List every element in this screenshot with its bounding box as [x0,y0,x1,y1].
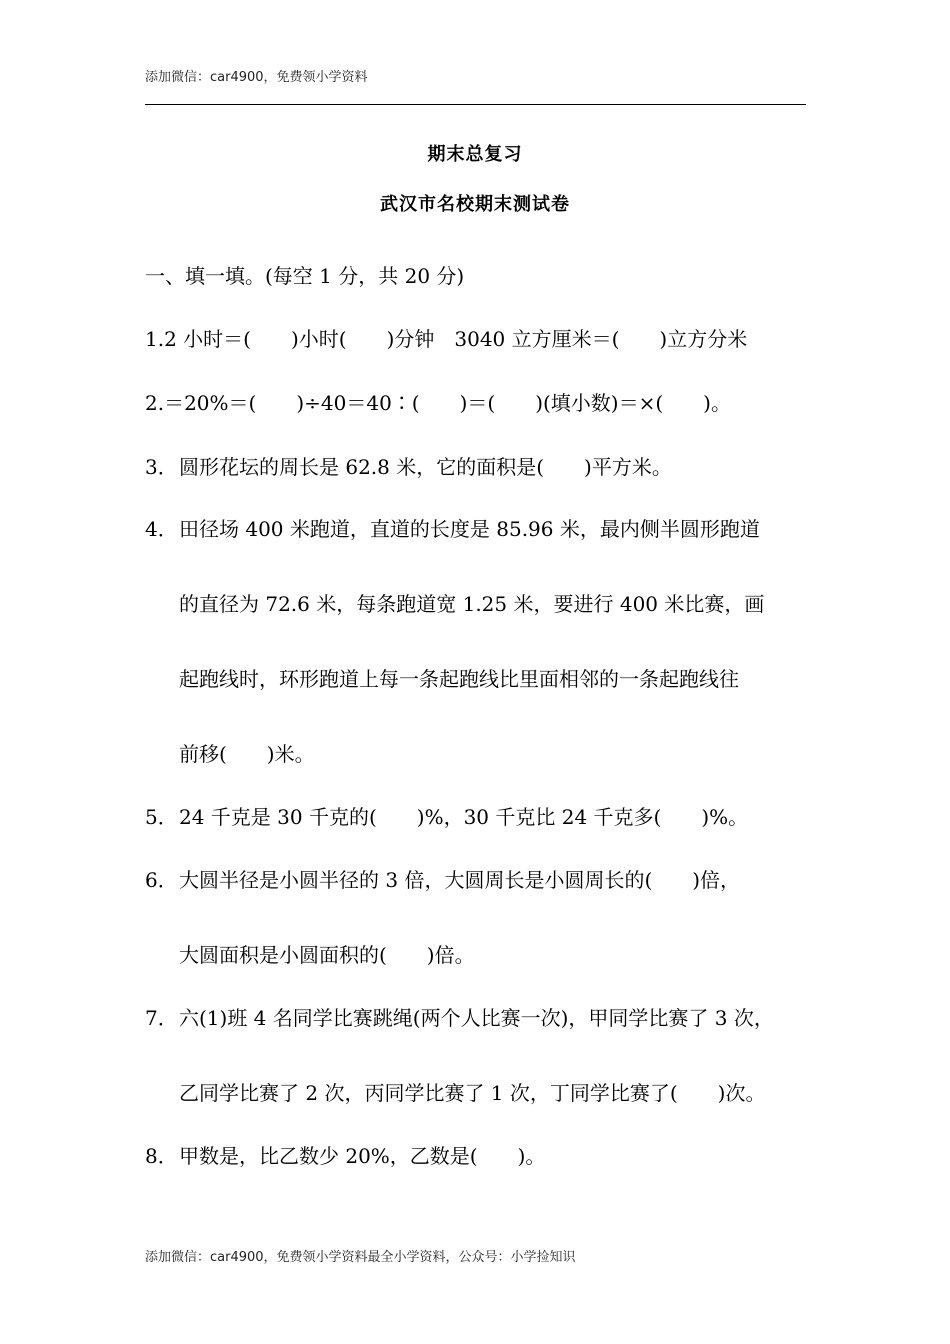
question-number: 6． [145,868,178,892]
question-5 [145,803,748,831]
question-number: 3． [145,455,178,479]
question-4 [145,515,760,543]
question-4-line-3: 起跑线时，环形跑道上每一条起跑线比里面相邻的一条起跑线往 [179,667,739,691]
question-text: 24 千克是 30 千克的( )%，30 千克比 24 千克多( )%。 [179,805,749,829]
question-3 [145,453,672,481]
question-6 [145,866,740,894]
question-4-line-4: 前移( )米。 [179,742,315,766]
question-number: 5． [145,805,178,829]
question-8 [145,1142,545,1170]
question-text: 圆形花坛的周长是 62.8 米，它的面积是( )平方米。 [179,455,672,479]
question-number: 7． [145,1006,178,1030]
question-text: 甲数是，比乙数少 20%，乙数是( )。 [179,1144,546,1168]
question-text: 田径场 400 米跑道，直道的长度是 85.96 米，最内侧半圆形跑道 [179,517,760,541]
page-header: 添加微信：car4900，免费领小学资料 [145,70,368,85]
page-footer: 添加微信：car4900，免费领小学资料最全小学资料，公众号：小学捡知识 [145,1250,576,1265]
header-divider [145,104,806,105]
question-text: 大圆半径是小圆半径的 3 倍，大圆周长是小圆周长的( )倍， [179,868,741,892]
question-2: 2.＝20%＝( )÷40＝40∶( )＝( )(填小数)＝×( )。 [145,391,731,415]
document-title: 期末总复习 [427,144,523,165]
question-4-line-2: 的直径为 72.6 米，每条跑道宽 1.25 米，要进行 400 米比赛，画 [179,592,765,616]
question-1: 1.2 小时＝( )小时( )分钟 3040 立方厘米＝( )立方分米 [145,327,748,351]
question-7-line-2: 乙同学比赛了 2 次，丙同学比赛了 1 次，丁同学比赛了( )次。 [179,1081,766,1105]
question-7 [145,1004,774,1032]
question-text: 六(1)班 4 名同学比赛跳绳(两个人比赛一次)，甲同学比赛了 3 次， [179,1006,774,1030]
document-subtitle: 武汉市名校期末测试卷 [380,194,570,215]
question-6-line-2: 大圆面积是小圆面积的( )倍。 [179,943,475,967]
section-heading: 一、填一填。(每空 1 分，共 20 分) [145,264,465,288]
question-number: 8． [145,1144,178,1168]
question-number: 4． [145,517,178,541]
